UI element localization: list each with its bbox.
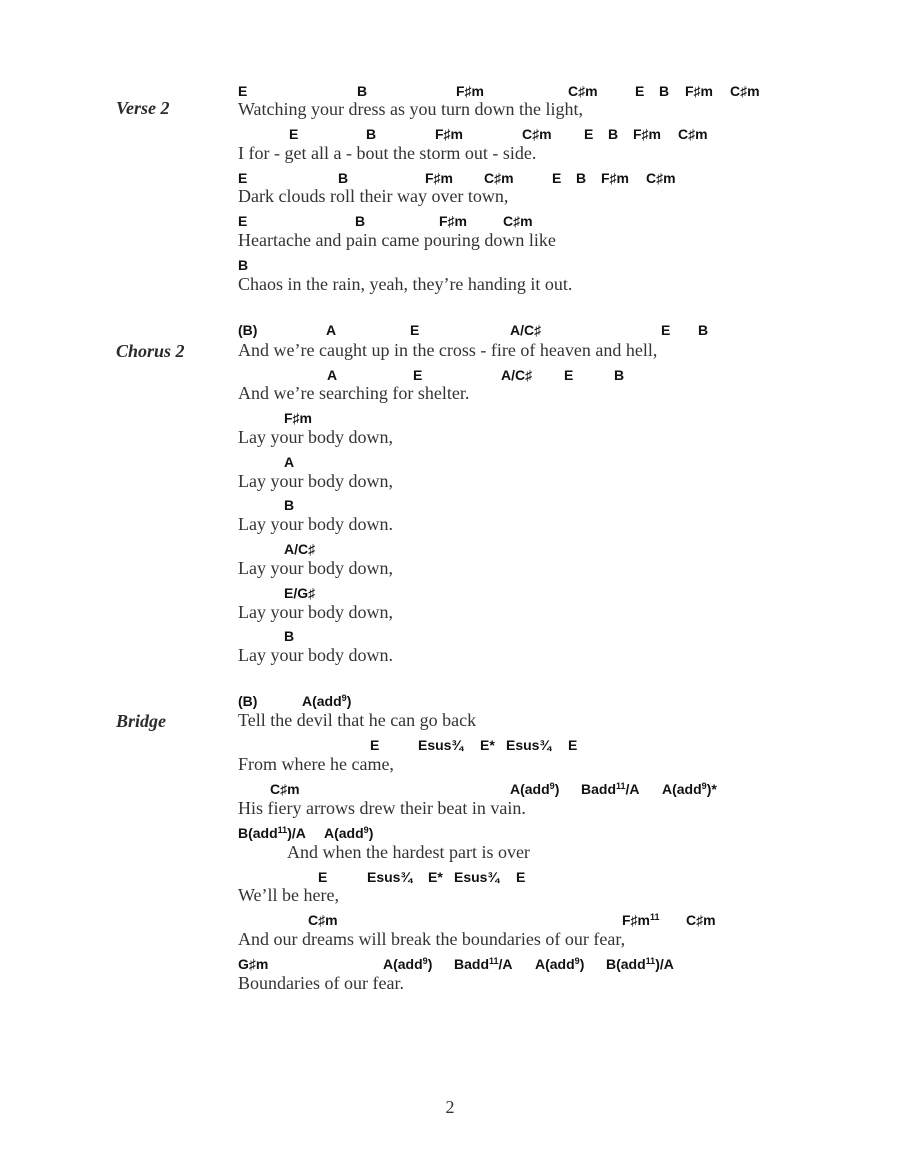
chord: C♯m [730, 83, 760, 99]
chord [454, 869, 499, 885]
chord: B [355, 213, 366, 229]
chord [238, 693, 257, 709]
chord-name: Badd [454, 956, 489, 972]
lyric-line: And we’re searching for shelter. [238, 383, 470, 403]
chord: B [608, 126, 619, 142]
chord [686, 912, 716, 928]
chord: E [410, 322, 420, 338]
chord: B [284, 497, 295, 513]
chord: E [238, 83, 248, 99]
chord: F♯m [425, 170, 453, 186]
chord: F♯m [633, 126, 661, 142]
chord: E [564, 367, 574, 383]
lyric-line: From where he came, [238, 754, 394, 774]
chord-name: E [516, 869, 526, 885]
chord [535, 956, 584, 972]
chord-name: C♯m [270, 781, 300, 797]
lyric-line: Lay your body down, [238, 427, 393, 447]
chord: F♯m [685, 83, 713, 99]
chord: B [614, 367, 625, 383]
chord-name: Esus¾ [454, 869, 500, 885]
chord-suffix: ) [368, 825, 374, 841]
lyric-line: Lay your body down. [238, 514, 393, 534]
chord [454, 956, 513, 972]
chord: F♯m [284, 410, 312, 426]
chord: E [413, 367, 423, 383]
chord: E/G♯ [284, 585, 316, 601]
chord [318, 869, 327, 885]
chord: F♯m [601, 170, 629, 186]
chord: B [659, 83, 670, 99]
chord: C♯m [484, 170, 514, 186]
chord-name: A(add [662, 781, 702, 797]
chord: B [576, 170, 587, 186]
chord: B [284, 628, 295, 644]
chord [622, 912, 660, 928]
chord-name: E* [428, 869, 443, 885]
chord: B [366, 126, 377, 142]
chord-suffix: /A [625, 781, 640, 797]
chord-name: Badd [581, 781, 616, 797]
lyric-line: His fiery arrows drew their beat in vain. [238, 798, 526, 818]
lyric-line: Lay your body down. [238, 645, 393, 665]
chord-name: Esus¾ [418, 737, 464, 753]
chord [367, 869, 412, 885]
chord-name: (B) [238, 693, 258, 709]
section-label-verse-2: Verse 2 [116, 98, 170, 118]
chord-name: F♯m [622, 912, 650, 928]
lyric-line: Lay your body down, [238, 471, 393, 491]
chord: C♯m [522, 126, 552, 142]
chord-name: G♯m [238, 956, 269, 972]
chord [370, 737, 379, 753]
chord-name: A(add [383, 956, 423, 972]
page-number: 2 [445, 1097, 455, 1117]
section-label-bridge: Bridge [116, 711, 167, 731]
chord-extension: 9 [701, 781, 707, 791]
chord-extension: 9 [363, 825, 369, 835]
chord: E [289, 126, 299, 142]
lyric-line: Watching your dress as you turn down the light, [238, 99, 583, 119]
chord-name: E [568, 737, 578, 753]
chord-name: E* [480, 737, 495, 753]
chord-extension: 9 [341, 693, 347, 703]
chord-name: A(add [302, 693, 342, 709]
chord [324, 825, 373, 841]
chord-suffix: )/A [655, 956, 674, 972]
chord: B [238, 257, 249, 273]
chord-suffix: ) [427, 956, 433, 972]
chord-suffix: ) [346, 693, 352, 709]
chord: B [698, 322, 709, 338]
chord: E [635, 83, 645, 99]
lyric-line: Chaos in the rain, yeah, they’re handing it out. [238, 274, 573, 294]
lyric-line: Lay your body down, [238, 558, 393, 578]
chord [428, 869, 443, 885]
chord-suffix: )/A [287, 825, 306, 841]
chord-name: A(add [535, 956, 575, 972]
chord [516, 869, 525, 885]
chord-name: A(add [510, 781, 550, 797]
lyric-line: Dark clouds roll their way over town, [238, 186, 509, 206]
section-label-chorus-2: Chorus 2 [116, 341, 185, 361]
chord-extension: 11 [616, 781, 626, 791]
chord-name: C♯m [308, 912, 338, 928]
chord: E [238, 170, 248, 186]
chord: E [584, 126, 594, 142]
chord-extension: 11 [277, 825, 288, 835]
chord [238, 825, 306, 841]
chord-name: E [318, 869, 328, 885]
chord [480, 737, 495, 753]
chord: B [357, 83, 368, 99]
chord-name: A(add [324, 825, 364, 841]
chord-extension: 9 [549, 781, 555, 791]
chord-name: Esus¾ [506, 737, 552, 753]
chord-name: B(add [606, 956, 646, 972]
chord-extension: 9 [574, 956, 580, 966]
lyric-line: Heartache and pain came pouring down like [238, 230, 556, 250]
chord: C♯m [646, 170, 676, 186]
chord-name: E [370, 737, 380, 753]
chord: E [661, 322, 671, 338]
chord-name: B(add [238, 825, 278, 841]
chord [308, 912, 338, 928]
lyric-line: Boundaries of our fear. [238, 973, 404, 993]
chord: F♯m [435, 126, 463, 142]
lyric-line: And when the hardest part is over [287, 842, 530, 862]
chord [662, 781, 717, 797]
chord [418, 737, 463, 753]
chord: A/C♯ [510, 322, 542, 338]
chord-suffix: ) [579, 956, 585, 972]
chord: A/C♯ [501, 367, 533, 383]
chord-name: Esus¾ [367, 869, 413, 885]
chord-extension: 11 [645, 956, 656, 966]
chord [302, 693, 351, 709]
chord-extension: 9 [422, 956, 428, 966]
lyric-line: And our dreams will break the boundaries of our fear, [238, 929, 626, 949]
chord-extension: 11 [489, 956, 499, 966]
chord: A [327, 367, 338, 383]
chord: B [338, 170, 349, 186]
chord [383, 956, 432, 972]
chord: C♯m [568, 83, 598, 99]
chord: A/C♯ [284, 541, 316, 557]
chord [238, 956, 268, 972]
chord: F♯m [439, 213, 467, 229]
lyric-line: Tell the devil that he can go back [238, 710, 477, 730]
chord-name: C♯m [686, 912, 716, 928]
chord: A [326, 322, 337, 338]
chord: (B) [238, 322, 258, 338]
chord-suffix: ) [554, 781, 560, 797]
chord [506, 737, 551, 753]
chord: E [552, 170, 562, 186]
chord [568, 737, 577, 753]
lyric-line: Lay your body down, [238, 602, 393, 622]
chord: E [238, 213, 248, 229]
chord: C♯m [678, 126, 708, 142]
lyric-line: We’ll be here, [238, 885, 339, 905]
lyric-line: And we’re caught up in the cross - fire of heaven and hell, [238, 340, 658, 360]
chord-suffix: )* [706, 781, 717, 797]
chord: F♯m [456, 83, 484, 99]
lyric-line: I for - get all a - bout the storm out - side. [238, 143, 537, 163]
chord-extension: 11 [650, 912, 660, 922]
chord-suffix: /A [498, 956, 513, 972]
chord [581, 781, 640, 797]
chord [606, 956, 674, 972]
chord [510, 781, 559, 797]
chord: C♯m [503, 213, 533, 229]
chord: A [284, 454, 295, 470]
chord [270, 781, 300, 797]
